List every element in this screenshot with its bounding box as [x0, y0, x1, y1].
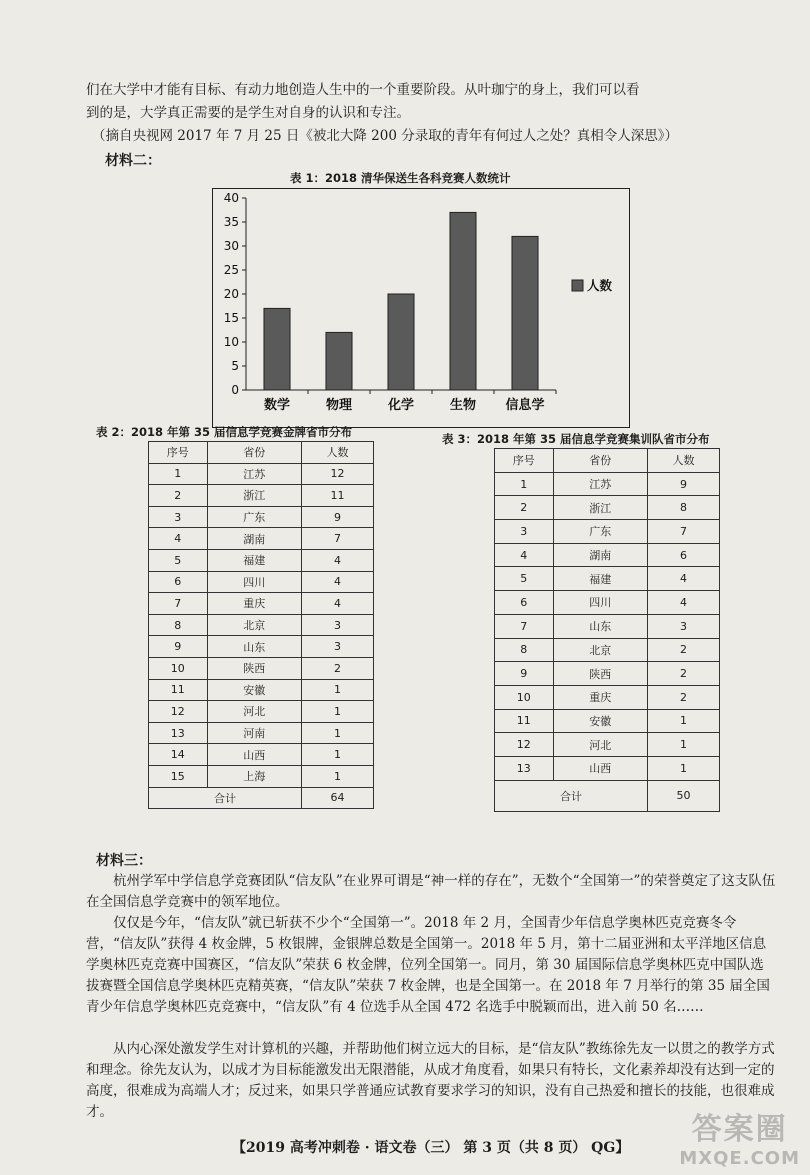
cell-province: 山东 [207, 636, 302, 658]
cell-province: 安徽 [553, 709, 648, 733]
legend-label: 人数 [587, 278, 613, 293]
intro-line-1: 们在大学中才能有目标、有动力地创造人生中的一个重要阶段。从叶珈宁的身上，我们可以看 [86, 82, 640, 98]
cell-index: 7 [149, 593, 208, 615]
table-row [149, 636, 374, 658]
cell-count: 4 [648, 567, 720, 591]
cell-index: 4 [495, 543, 554, 567]
cell-count: 9 [648, 472, 720, 496]
total-label: 合计 [495, 780, 648, 811]
cell-count: 12 [302, 463, 374, 485]
table-row [495, 709, 720, 733]
cell-province: 安徽 [207, 679, 302, 701]
cell-count: 7 [302, 528, 374, 550]
cell-province: 湖南 [553, 543, 648, 567]
cell-count: 11 [302, 485, 374, 507]
bar-数学 [264, 308, 290, 390]
cell-count: 6 [648, 543, 720, 567]
cell-province: 福建 [553, 567, 648, 591]
table-row [149, 571, 374, 593]
cell-count: 7 [648, 520, 720, 544]
cell-province: 广东 [553, 520, 648, 544]
bar-物理 [326, 332, 352, 390]
x-tick-label: 化学 [387, 398, 415, 413]
bar-chart-svg [212, 188, 630, 428]
table-row [149, 701, 374, 723]
y-tick-label: 15 [223, 311, 239, 325]
cell-province: 江苏 [553, 472, 648, 496]
cell-index: 12 [149, 701, 208, 723]
table-row [495, 472, 720, 496]
cell-index: 9 [495, 662, 554, 686]
material-3-heading: 材料三： [96, 853, 152, 869]
x-tick-label: 生物 [449, 398, 477, 413]
intro-source: （摘自央视网 2017 年 7 月 25 日《被北大降 200 分录取的青年有何过人之处？真相令人深思》） [92, 128, 678, 144]
cell-province: 北京 [553, 638, 648, 662]
cell-count: 4 [302, 593, 374, 615]
cell-province: 上海 [207, 765, 302, 787]
table-header-row [149, 442, 374, 464]
total-value: 64 [302, 787, 374, 809]
y-tick-label: 30 [223, 239, 239, 253]
cell-index: 12 [495, 733, 554, 757]
cell-province: 四川 [553, 591, 648, 615]
table-total-row [149, 787, 374, 809]
cell-index: 13 [149, 722, 208, 744]
cell-index: 14 [149, 744, 208, 766]
cell-count: 1 [648, 709, 720, 733]
y-tick-label: 5 [231, 359, 239, 373]
cell-province: 湖南 [207, 528, 302, 550]
x-tick-label: 信息学 [505, 398, 545, 413]
table-row [495, 496, 720, 520]
cell-count: 3 [302, 636, 374, 658]
cell-count: 4 [648, 591, 720, 615]
bar-生物 [450, 212, 476, 390]
column-header-count: 人数 [302, 442, 374, 464]
page-footer: 【2019 高考冲刺卷 · 语文卷（三） 第 3 页（共 8 页） QG】 [232, 1140, 630, 1156]
cell-index: 6 [149, 571, 208, 593]
table-row [149, 528, 374, 550]
y-tick-label: 40 [223, 191, 239, 205]
cell-index: 13 [495, 756, 554, 780]
table-row [149, 463, 374, 485]
table-row [149, 744, 374, 766]
cell-count: 2 [648, 662, 720, 686]
cell-province: 河北 [207, 701, 302, 723]
table-row [149, 614, 374, 636]
cell-count: 1 [648, 756, 720, 780]
table-row [495, 685, 720, 709]
table-2-gold-medals [148, 441, 374, 809]
y-tick-label: 10 [223, 335, 239, 349]
column-header-province: 省份 [553, 449, 648, 473]
table-row [149, 765, 374, 787]
table-3-caption: 表 3：2018 年第 35 届信息学竞赛集训队省市分布 [442, 432, 710, 446]
table-row [149, 549, 374, 571]
cell-province: 四川 [207, 571, 302, 593]
cell-province: 山东 [553, 614, 648, 638]
bar-信息学 [512, 236, 538, 390]
legend-swatch [572, 280, 583, 291]
column-header-province: 省份 [207, 442, 302, 464]
y-tick-label: 35 [223, 215, 239, 229]
y-tick-label: 0 [231, 383, 239, 397]
cell-province: 陕西 [207, 657, 302, 679]
cell-index: 11 [149, 679, 208, 701]
table-2-caption: 表 2：2018 年第 35 届信息学竞赛金牌省市分布 [96, 425, 353, 439]
table-row [149, 679, 374, 701]
table-row [495, 543, 720, 567]
cell-province: 浙江 [207, 485, 302, 507]
material-3-paragraph-1: 杭州学军中学信息学竞赛团队“信友队”在业界可谓是“神一样的存在”，无数个“全国第一”的荣誉奠定了这支队伍在全国信息学竞赛中的领军地位。 [86, 873, 776, 910]
cell-index: 10 [149, 657, 208, 679]
table-row [495, 662, 720, 686]
table-row [495, 614, 720, 638]
cell-index: 4 [149, 528, 208, 550]
table-row [149, 657, 374, 679]
material-3-paragraph-3: 从内心深处激发学生对计算机的兴趣，并帮助他们树立远大的目标，是“信友队”教练徐先友一以贯之的教学方式和理念。徐先友认为，以成才为目标能激发出无限潜能，从成才角度看，如果只有特长，文化素养却没有达到一定的高度，很难成为高端人才；反过来，如果只学普通应试教育要求学习的知识，没有自己热爱和擅长的技能，也很难成才。 [86, 1041, 775, 1120]
table-row [495, 756, 720, 780]
cell-count: 1 [302, 744, 374, 766]
cell-index: 3 [495, 520, 554, 544]
column-header-index: 序号 [149, 442, 208, 464]
table-row [495, 567, 720, 591]
table-row [149, 485, 374, 507]
cell-index: 7 [495, 614, 554, 638]
cell-index: 5 [149, 549, 208, 571]
cell-count: 1 [302, 679, 374, 701]
cell-province: 河南 [207, 722, 302, 744]
x-tick-label: 数学 [263, 398, 291, 413]
cell-index: 3 [149, 506, 208, 528]
cell-count: 4 [302, 571, 374, 593]
table-row [495, 520, 720, 544]
cell-index: 6 [495, 591, 554, 615]
cell-province: 浙江 [553, 496, 648, 520]
watermark-line-2: MXQE.COM [679, 1148, 800, 1169]
cell-province: 重庆 [553, 685, 648, 709]
cell-count: 8 [648, 496, 720, 520]
table-row [495, 733, 720, 757]
cell-index: 5 [495, 567, 554, 591]
column-header-count: 人数 [648, 449, 720, 473]
material-3-paragraph-2: 仅仅是今年，“信友队”就已斩获不少个“全国第一”。2018 年 2 月，全国青少年信息学奥林匹克竞赛冬令营，“信友队”获得 4 枚金牌，5 枚银牌，金银牌总数是全国第一。2018 年 5 月，第十二届亚洲和太平洋地区信息学奥林匹克竞赛中国赛区，“信友队”荣获 6 枚金牌，位列全国第一。同月，第 30 届国际信息学奥林匹克中国队选拔赛暨全国信息学奥林匹克精英赛，“信友队”荣获 7 枚金牌，也是全国第一。在 2018 年 7 月举行的第 35 届全国青少年信息学奥林匹克竞赛中，“信友队”有 4 位选手从全国 472 名选手中脱颖而出，进入前 50 名…… [86, 915, 770, 1015]
cell-count: 1 [302, 701, 374, 723]
cell-province: 山西 [553, 756, 648, 780]
table-row [495, 591, 720, 615]
cell-count: 3 [302, 614, 374, 636]
cell-index: 1 [495, 472, 554, 496]
cell-index: 15 [149, 765, 208, 787]
cell-province: 广东 [207, 506, 302, 528]
cell-index: 9 [149, 636, 208, 658]
cell-index: 2 [149, 485, 208, 507]
cell-count: 9 [302, 506, 374, 528]
cell-count: 2 [648, 685, 720, 709]
cell-index: 10 [495, 685, 554, 709]
cell-count: 1 [648, 733, 720, 757]
table-row [495, 638, 720, 662]
intro-line-2: 到的是，大学真正需要的是学生对自身的认识和专注。 [86, 105, 410, 121]
chart-title: 表 1：2018 清华保送生各科竞赛人数统计 [290, 171, 511, 185]
cell-index: 8 [495, 638, 554, 662]
table-total-row [495, 780, 720, 811]
x-tick-label: 物理 [325, 398, 353, 413]
cell-province: 山西 [207, 744, 302, 766]
cell-province: 福建 [207, 549, 302, 571]
column-header-index: 序号 [495, 449, 554, 473]
table-row [149, 722, 374, 744]
table-header-row [495, 449, 720, 473]
cell-province: 陕西 [553, 662, 648, 686]
cell-count: 4 [302, 549, 374, 571]
cell-province: 江苏 [207, 463, 302, 485]
table-row [149, 593, 374, 615]
cell-count: 1 [302, 765, 374, 787]
cell-index: 8 [149, 614, 208, 636]
cell-count: 2 [648, 638, 720, 662]
cell-province: 重庆 [207, 593, 302, 615]
bar-chart [212, 188, 630, 428]
cell-count: 1 [302, 722, 374, 744]
material-2-heading: 材料二： [105, 153, 161, 169]
total-value: 50 [648, 780, 720, 811]
y-tick-label: 25 [223, 263, 239, 277]
cell-count: 3 [648, 614, 720, 638]
cell-index: 2 [495, 496, 554, 520]
total-label: 合计 [149, 787, 302, 809]
bar-化学 [388, 294, 414, 390]
cell-index: 11 [495, 709, 554, 733]
cell-province: 河北 [553, 733, 648, 757]
cell-count: 2 [302, 657, 374, 679]
watermark-logo [679, 1104, 800, 1169]
y-tick-label: 20 [223, 287, 239, 301]
cell-index: 1 [149, 463, 208, 485]
table-row [149, 506, 374, 528]
cell-province: 北京 [207, 614, 302, 636]
table-3-training-team [494, 448, 720, 812]
watermark-line-1: 答案圈 [691, 1112, 788, 1147]
